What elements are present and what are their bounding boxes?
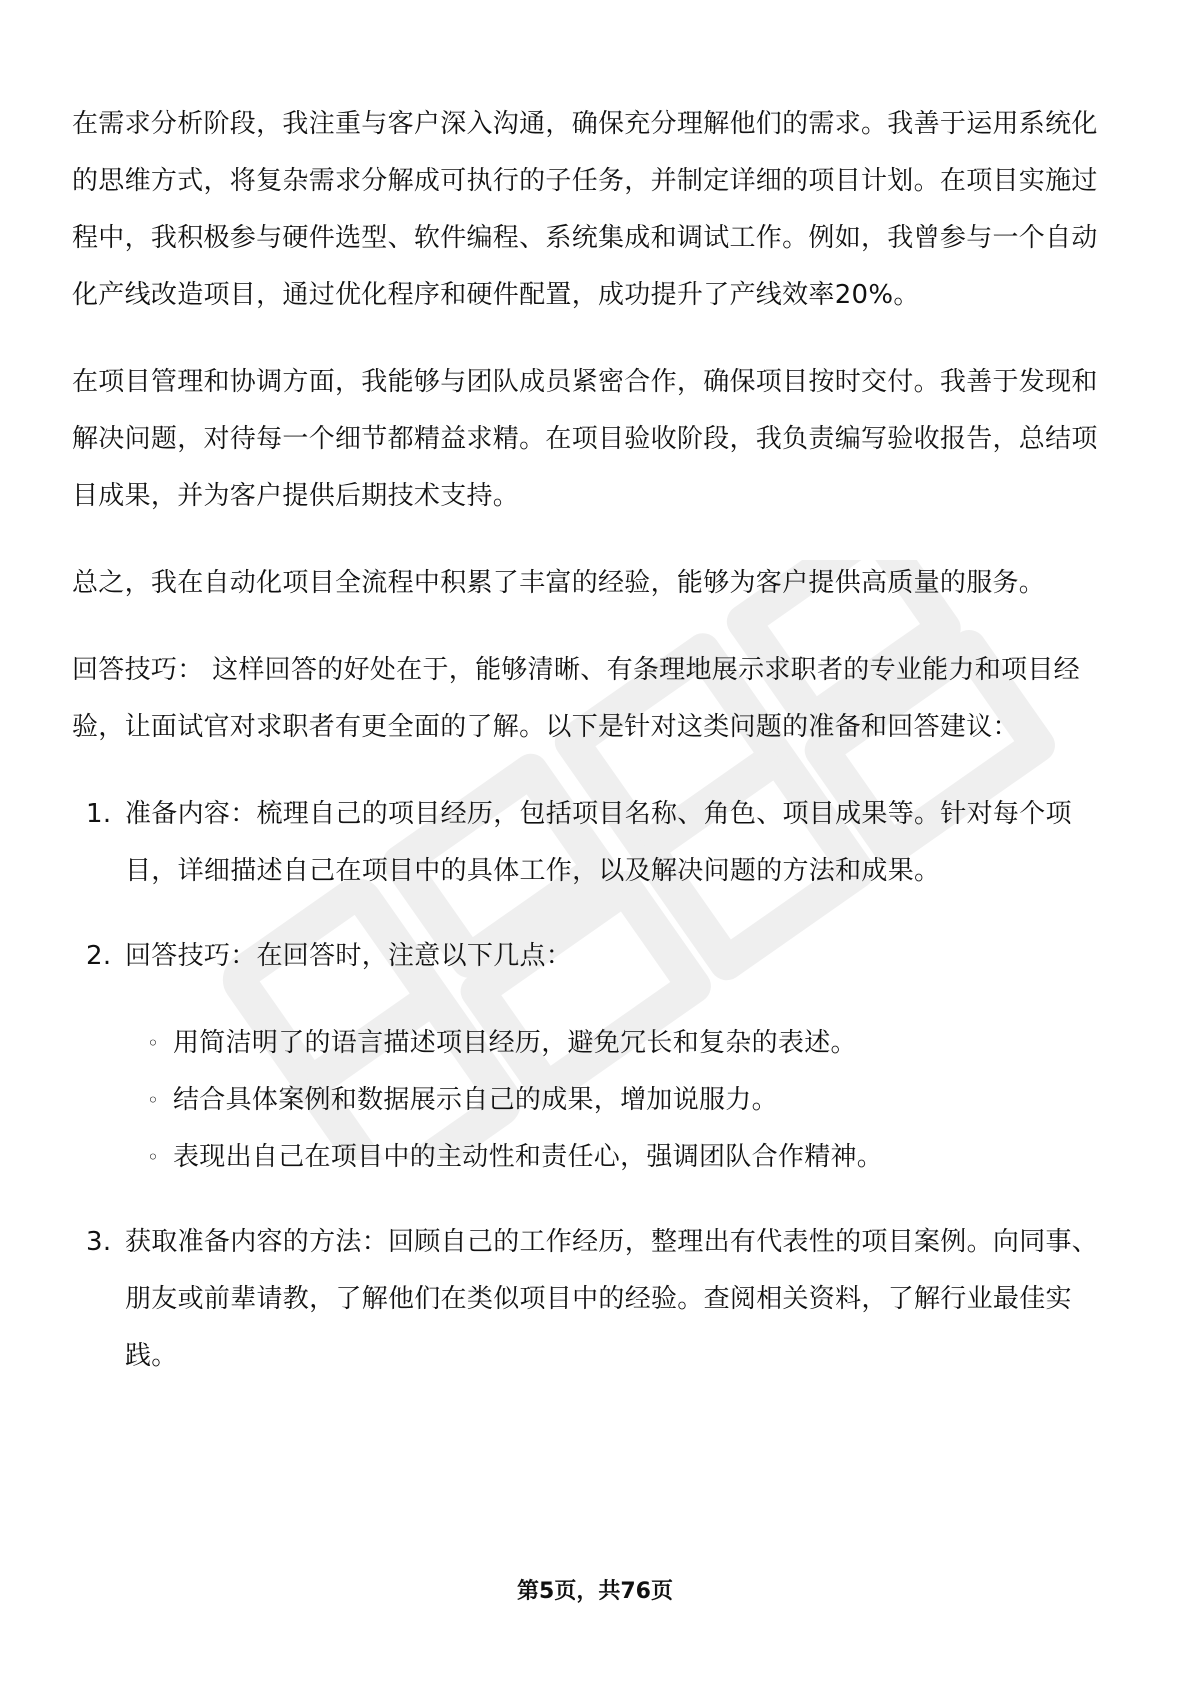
bullet-list bbox=[125, 1015, 1122, 1186]
bullet-item bbox=[147, 1072, 1122, 1129]
paragraph-requirements: 在需求分析阶段，我注重与客户深入沟通，确保充分理解他们的需求。我善于运用系统化的思维方式，将复杂需求分解成可执行的子任务，并制定详细的项目计划。在项目实施过程中，我积极参与硬件选型、软件编程、系统集成和调试工作。例如，我曾参与一个自动化产线改造项目，通过优化程序和硬件配置，成功提升了产线效率20%。 bbox=[72, 109, 1098, 310]
hollow-bullet-icon: ◦ bbox=[147, 1031, 160, 1055]
list-item bbox=[72, 928, 1122, 1186]
paragraph-summary: 总之，我在自动化项目全流程中积累了丰富的经验，能够为客户提供高质量的服务。 bbox=[72, 568, 1046, 598]
bullet-item bbox=[147, 1129, 1122, 1186]
paragraph-management: 在项目管理和协调方面，我能够与团队成员紧密合作，确保项目按时交付。我善于发现和解决问题，对待每一个细节都精益求精。在项目验收阶段，我负责编写验收报告，总结项目成果，并为客户提供后期技术支持。 bbox=[72, 367, 1098, 511]
list-item-number: 2. bbox=[86, 941, 112, 971]
list-item-number: 3. bbox=[86, 1227, 112, 1257]
bullet-item-text: 表现出自己在项目中的主动性和责任心，强调团队合作精神。 bbox=[173, 1142, 884, 1172]
numbered-list bbox=[72, 786, 1122, 1385]
bullet-item-text: 用简洁明了的语言描述项目经历，避免冗长和复杂的表述。 bbox=[173, 1028, 857, 1058]
paragraph-answer-tips: 回答技巧： 这样回答的好处在于，能够清晰、有条理地展示求职者的专业能力和项目经验，让面试官对求职者有更全面的了解。以下是针对这类问题的准备和回答建议： bbox=[72, 655, 1080, 742]
list-item-text: 准备内容：梳理自己的项目经历，包括项目名称、角色、项目成果等。针对每个项目，详细描述自己在项目中的具体工作，以及解决问题的方法和成果。 bbox=[125, 799, 1072, 886]
list-item-text: 获取准备内容的方法：回顾自己的工作经历，整理出有代表性的项目案例。向同事、朋友或前辈请教，了解他们在类似项目中的经验。查阅相关资料，了解行业最佳实践。 bbox=[125, 1227, 1099, 1371]
list-item-text: 回答技巧：在回答时，注意以下几点： bbox=[125, 941, 573, 971]
list-item-number: 1. bbox=[86, 799, 112, 829]
list-item bbox=[72, 786, 1122, 900]
document-body bbox=[72, 96, 1122, 1413]
page-number-footer: 第5页，共76页 bbox=[517, 1579, 673, 1604]
hollow-bullet-icon: ◦ bbox=[147, 1088, 160, 1112]
bullet-item-text: 结合具体案例和数据展示自己的成果，增加说服力。 bbox=[173, 1085, 778, 1115]
list-item bbox=[72, 1214, 1122, 1385]
hollow-bullet-icon: ◦ bbox=[147, 1145, 160, 1169]
bullet-item bbox=[147, 1015, 1122, 1072]
